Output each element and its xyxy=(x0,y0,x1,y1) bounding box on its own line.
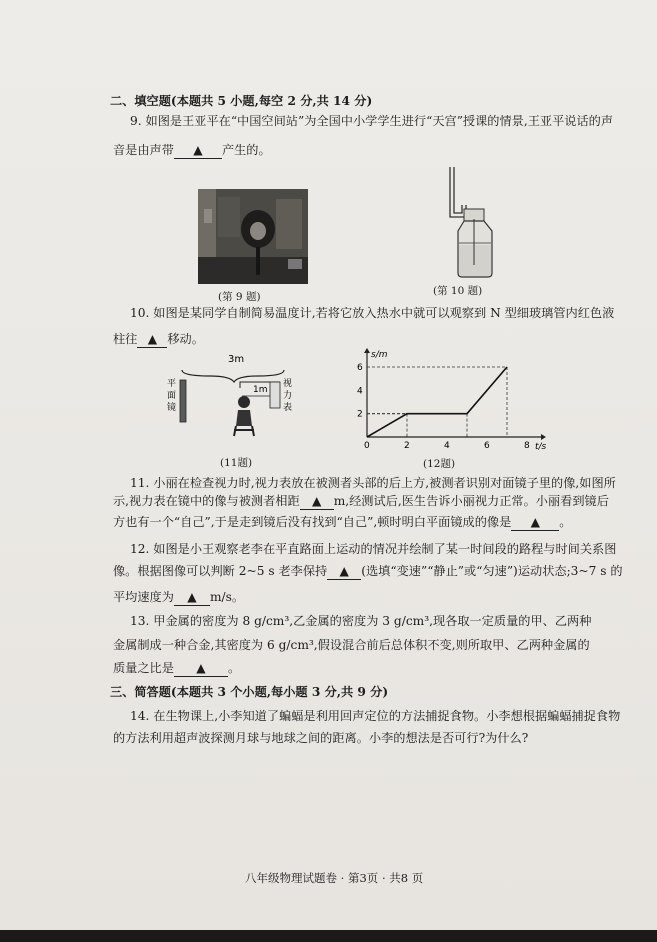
q10-thermometer-figure xyxy=(440,165,510,280)
q12-answer-blank-1: ▲ xyxy=(327,563,361,580)
q14-line2: 的方法利用超声波探测月球与地球之间的距离。小李的想法是否可行?为什么? xyxy=(113,731,529,745)
y-tick-label: 4 xyxy=(357,386,363,397)
q12-caption: (12题) xyxy=(423,458,456,470)
q13-line3: 质量之比是 ▲ 。 xyxy=(113,661,241,675)
q9-answer-blank: ▲ xyxy=(174,142,222,159)
person-body xyxy=(236,410,252,426)
q12-chart xyxy=(355,347,555,452)
q11-answer-blank-1: ▲ xyxy=(300,493,334,510)
q11-line2: 示,视力表在镜中的像与被测者相距 ▲ m,经测试后,医生告诉小丽视力正常。小丽看到镜后 xyxy=(113,494,609,508)
scan-edge xyxy=(0,930,657,942)
q13-line2: 金属制成一种合金,其密度为 6 g/cm³,假设混合前后总体积不变,则所取甲、乙两种金属的 xyxy=(113,638,590,652)
q11-mirror-label-2: 面 xyxy=(167,391,177,401)
q12-line2: 像。根据图像可以判断 2~5 s 老李保持 ▲ (选填“变速”“静止”或“匀速”)运动状态;3~7 s 的 xyxy=(113,564,623,578)
y-axis-arrow xyxy=(364,348,370,353)
y-tick-label: 2 xyxy=(357,409,363,420)
q11-figure xyxy=(160,352,310,444)
s-t-line xyxy=(367,367,507,437)
x-tick-label: 2 xyxy=(404,441,410,451)
eye-chart xyxy=(270,382,280,408)
q10-caption: (第 10 题) xyxy=(433,285,483,297)
q11-distance-3m: 3m xyxy=(228,354,245,365)
x-tick-label: 0 xyxy=(364,441,370,451)
x-axis-label: t/s xyxy=(535,442,547,452)
section-3-title: 三、简答题(本题共 3 个小题,每小题 3 分,共 9 分) xyxy=(110,685,389,699)
q13-answer-blank: ▲ xyxy=(174,660,228,677)
q14-line1: 14. 在生物课上,小李知道了蝙蝠是利用回声定位的方法捕捉食物。小李想根据蝙蝠捕捉食物 xyxy=(130,709,621,723)
q9-line2: 音是由声带 ▲ 产生的。 xyxy=(113,143,271,157)
x-tick-label: 6 xyxy=(484,441,490,451)
q11-caption: (11题) xyxy=(220,457,253,469)
q10-line1: 10. 如图是某同学自制简易温度计,若将它放入热水中就可以观察到 N 型细玻璃管内红色液 xyxy=(130,306,615,320)
x-axis-arrow xyxy=(541,434,546,440)
y-tick-label: 6 xyxy=(357,363,363,373)
q11-chart-label-2: 力 xyxy=(283,391,293,401)
q10-answer-blank: ▲ xyxy=(137,331,167,348)
q12-answer-blank-2: ▲ xyxy=(174,589,210,606)
person-head xyxy=(238,396,250,408)
q11-distance-1m: 1m xyxy=(253,385,268,395)
q11-answer-blank-2: ▲ xyxy=(511,514,559,531)
x-tick-label: 8 xyxy=(524,441,530,451)
q9-caption: (第 9 题) xyxy=(218,291,261,303)
q11-line1: 11. 小丽在检查视力时,视力表放在被测者头部的后上方,被测者识别对面镜子里的像,如图所 xyxy=(130,476,616,490)
q11-chart-label-1: 视 xyxy=(283,379,293,389)
q11-mirror-label-1: 平 xyxy=(167,379,177,389)
q12-line3: 平均速度为 ▲ m/s。 xyxy=(113,590,245,604)
q10-line2: 柱往 ▲ 移动。 xyxy=(113,332,204,346)
x-tick-label: 4 xyxy=(444,441,450,451)
page-footer: 八年级物理试题卷 · 第3页 · 共8 页 xyxy=(245,871,424,885)
q11-line3: 方也有一个“自己”,于是走到镜后没有找到“自己”,顿时明白平面镜成的像是 ▲ 。 xyxy=(113,515,572,529)
plane-mirror xyxy=(180,380,186,422)
q9-line1: 9. 如图是王亚平在“中国空间站”为全国中小学学生进行“天宫”授课的情景,王亚平说话的声 xyxy=(130,114,614,128)
q13-line1: 13. 甲金属的密度为 8 g/cm³,乙金属的密度为 3 g/cm³,现各取一定质量的甲、乙两种 xyxy=(130,614,592,628)
q9-photo xyxy=(198,189,308,284)
section-2-title: 二、填空题(本题共 5 小题,每空 2 分,共 14 分) xyxy=(110,94,373,108)
y-axis-label: s/m xyxy=(371,350,388,360)
q11-chart-label-3: 表 xyxy=(283,403,293,413)
q11-mirror-label-3: 镜 xyxy=(167,403,177,413)
q12-line1: 12. 如图是小王观察老李在平直路面上运动的情况并绘制了某一时间段的路程与时间关系图 xyxy=(130,542,617,556)
